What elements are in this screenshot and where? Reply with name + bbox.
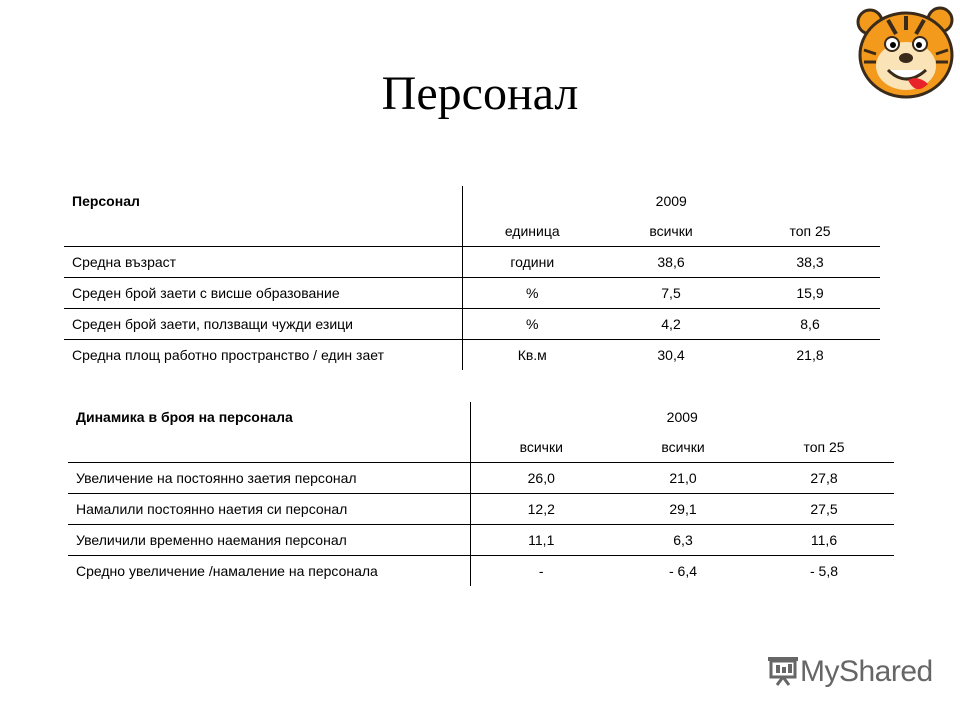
row-label: Увеличили временно наемания персонал [68, 525, 470, 556]
table-header-row [64, 186, 880, 216]
table-row [68, 463, 894, 494]
projector-screen-icon [766, 653, 800, 692]
column-header: всички [602, 216, 740, 247]
table-cell: 4,2 [602, 309, 740, 340]
table-cell: 21,8 [796, 347, 824, 363]
table-cell: години [462, 247, 602, 278]
table-title: Динамика в броя на персонала [76, 409, 293, 425]
column-header-row [64, 216, 880, 247]
table-row [64, 309, 880, 340]
table-cell: % [462, 309, 602, 340]
year-header: 2009 [470, 402, 894, 432]
table-cell: - [470, 556, 612, 587]
table-cell: 27,8 [754, 463, 894, 494]
table-cell: 12,2 [470, 494, 612, 525]
tiger-mascot-icon [848, 0, 960, 100]
table-cell: Кв.м [462, 340, 602, 371]
row-label: Увеличение на постоянно заетия персонал [68, 463, 470, 494]
staff-dynamics-table [68, 402, 894, 586]
table-cell: 27,5 [754, 494, 894, 525]
table-row [68, 525, 894, 556]
table-cell: 38,6 [602, 247, 740, 278]
table-cell: 21,0 [612, 463, 754, 494]
row-label: Намалили постоянно наетия си персонал [68, 494, 470, 525]
table-row [68, 556, 894, 587]
table-cell: 11,6 [754, 525, 894, 556]
table-cell: 30,4 [657, 347, 685, 363]
row-label: Среден брой заети, ползващи чужди езици [64, 309, 462, 340]
empty-cell [64, 216, 462, 247]
table-cell: 6,3 [612, 525, 754, 556]
row-label: Средна възраст [64, 247, 462, 278]
table-row [64, 247, 880, 278]
column-header: всички [612, 432, 754, 463]
column-header: топ 25 [754, 432, 894, 463]
table-cell: 7,5 [602, 278, 740, 309]
year-header: 2009 [462, 186, 880, 216]
table-cell: 38,3 [740, 247, 880, 278]
table-row [64, 278, 880, 309]
table-row [64, 340, 880, 371]
table-cell: 29,1 [612, 494, 754, 525]
row-label: Средно увеличение /намаление на персонала [76, 563, 378, 579]
table-title: Персонал [72, 193, 140, 209]
column-header: топ 25 [740, 216, 880, 247]
table-cell: - 6,4 [668, 563, 697, 579]
column-header: всички [470, 432, 612, 463]
slide-title: Персонал [381, 67, 579, 120]
table-cell: - 5,8 [809, 563, 838, 579]
column-header-row [68, 432, 894, 463]
personnel-table [64, 186, 880, 370]
logo-text: MyShared [800, 655, 933, 688]
myshared-logo[interactable] [766, 652, 933, 692]
table-cell: 11,1 [470, 525, 612, 556]
row-label: Среден брой заети с висше образование [64, 278, 462, 309]
table-cell: 15,9 [740, 278, 880, 309]
column-header: единица [462, 216, 602, 247]
row-label: Средна площ работно пространство / един зает [72, 347, 384, 363]
table-cell: 26,0 [470, 463, 612, 494]
table-row [68, 494, 894, 525]
table-header-row [68, 402, 894, 432]
table-cell: % [462, 278, 602, 309]
empty-cell [68, 432, 470, 463]
table-cell: 8,6 [740, 309, 880, 340]
